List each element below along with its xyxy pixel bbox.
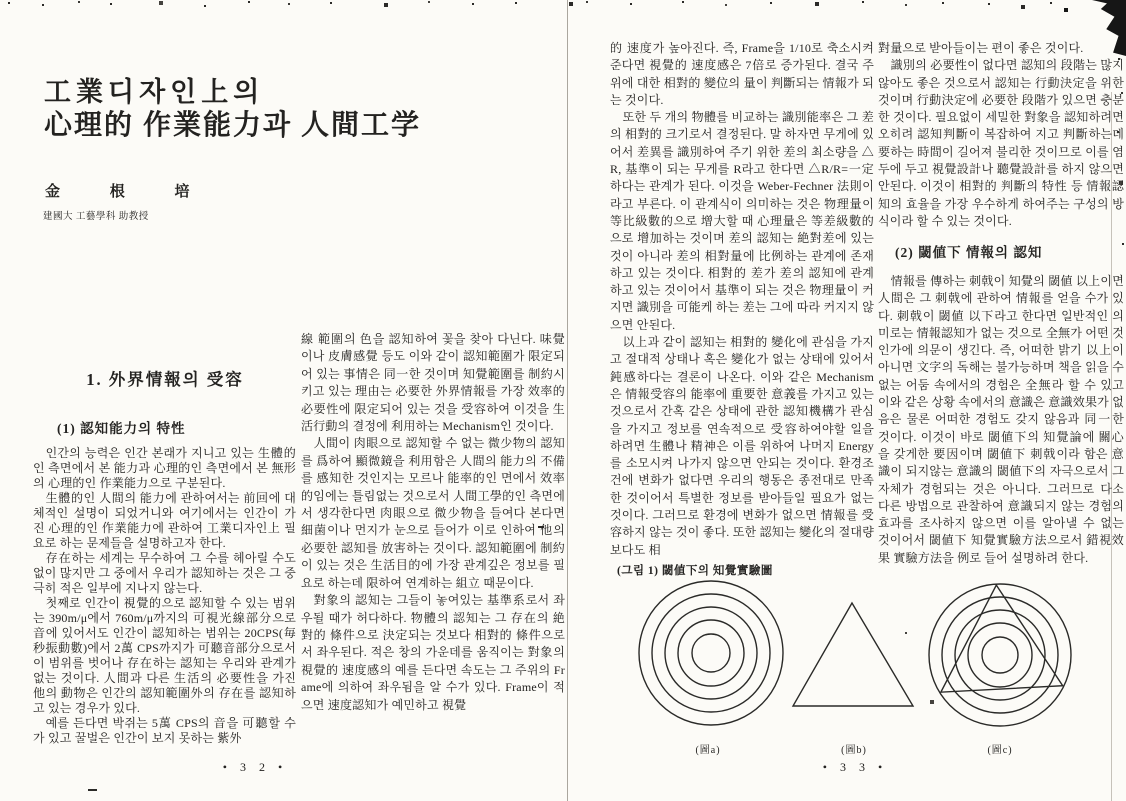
- body-paragraph: 인간의 능력은 인간 본래가 지니고 있는 生體的인 측면에서 본 能力과 心理的인 측면에서 본 無形의 心理的인 作業能力으로 구분된다.: [33, 446, 296, 490]
- right-page-column-2-top: [878, 40, 1124, 230]
- subsection-heading-2: (2) 閾値下 情報의 認知: [895, 245, 1043, 260]
- body-paragraph: 예를 든다면 박쥐는 5萬 CPS의 音을 可聽할 수가 있고 꿀벌은 인간이 보지 못하는 紫外: [33, 716, 296, 745]
- figure-caption: (그림 1) 閾値下의 知覺實驗圖: [617, 565, 773, 577]
- page-gutter-line: [567, 0, 568, 801]
- right-page-column-2-bottom: [878, 273, 1124, 567]
- diagram-a-concentric-circles: [637, 578, 785, 728]
- body-paragraph: 人間이 肉眼으로 認知할 수 없는 微少物의 認知를 爲하여 顯微鏡을 利用함은 人間의 能力의 不備를 感知한 것인지는 모르나 能率的인 면에서 效率的임에는 틀림없는 것으로서 人間工學的인 측면에서 생각한다면 肉眼으로 微少物을 들여다 본다면 細菌이나 먼지가 눈으로 들어가 이로 인하여 他의 必要한 認知를 放害하는 것이다. 認知範圍에 制約이 있는 것은 生活目的에 가장 관계깊은 정보를 필요로 하는데 限하여 연계하는 組立 때문이다.: [301, 436, 565, 590]
- page-number-left: • 3 2 •: [222, 760, 288, 774]
- body-paragraph: 또한 두 개의 物體를 비교하는 識別能率은 그 差의 相對的 크기로서 결정된다. 말 하자면 무게에 있어서 差異를 識別하여 주기 위한 差의 최소량을 △R, 基準이 되는 무게를 R라고 한다면 △R/R=一定하다는 관계가 된다. 이것을 Weber-Fechner 法則이라고 부른다. 이 관계식이 의미하는 것은 物理量이 等比級數的으로 增大할 때 心理量은 等差級數的으로 增加하는 것이며 差의 認知는 絶對差에 있는 것이 아니라 差의 相對量에 比例하는 관계에 존재하고 있는 것이다. 相對的 差가 差의 認知에 관계하고 있는 것이어서 基準이 되는 것은 物理量이 커지면 識別을 可能케 하는 差는 그에 따라 커지지 않으면 안된다.: [610, 110, 874, 332]
- figure-label-a: (圖a): [695, 745, 721, 756]
- diagram-b-triangle: [790, 598, 918, 710]
- body-paragraph: 存在하는 세계는 무수하여 그 수를 헤아릴 수도 없이 많지만 그 중에서 우리가 認知하는 것은 그 중 극히 적은 일부에 지나지 않는다.: [33, 551, 296, 595]
- body-paragraph: 線 範圍의 色을 認知하여 꽃을 찾아 다닌다. 味覺이나 皮膚感覺 등도 이와 같이 認知範圍가 限定되어 있는 事情은 同一한 것이며 知覺範圍를 制約시키고 있는 理由는 必要한 外界情報를 가장 效率的 必要性에 限定되어 있는 것을 受容하여 이것을 生活行動의 결정에 利用하는 Mechanism인 것이다.: [301, 332, 565, 434]
- article-title-line1: 工業디자인上의: [44, 77, 265, 107]
- body-paragraph: 的 速度가 높아진다. 즉, Frame을 1/10로 축소시켜 준다면 視覺的 速度感은 7倍로 증가된다. 결국 주위에 대한 相對的 變位의 量이 判斷되는 情報가 되는 것이다.: [610, 41, 874, 107]
- body-paragraph: 識別의 必要性이 없다면 認知의 段階는 많지 않아도 좋은 것으로서 認知는 行動決定을 위한 것이며 行動決定에 必要한 段階가 있으면 충분한 것이다. 필요없이 세밀한 對象을 認知하려면 오히려 認知判斷이 복잡하여 지고 判斷하는데 要하는 時間이 길어져 불리한 것이므로 이를 염두에 두고 視覺設計나 聽覺設計를 하지 않으면 안된다. 이것이 相對的 判斷의 特性 등 情報認知의 효율을 가장 우수하게 하여주는 구성의 방식이라 할 수 있는 것이다.: [878, 58, 1124, 228]
- right-page-column-1: [610, 40, 874, 559]
- body-paragraph: 情報를 傳하는 刺戟이 知覺의 閾値 以上이면 人間은 그 刺戟에 관하여 情報를 얻을 수가 있다. 刺戟이 閾値 以下라고 한다면 일반적인 의미로는 情報認知가 없는 것으로 全無가 어떤 것인가에 의문이 생긴다. 즉, 어떠한 밝기 以上이 아니면 文字의 독해는 불가능하며 책을 읽을 수 없는 어둠 속에서의 경험은 全無라 할 수 있고 이와 같은 상황 속에서의 意識은 意識效果가 없음은 물론 어떠한 경험도 갖지 않음과 同一한 것이다. 이것이 바로 閾値下의 知覺論에 關心을 갖게한 要因이며 閾値下 刺戟이라 함은 意識이 되지않는 意識의 閾値下의 자극으로서 그 자체가 경험되는 것은 아니다. 그러므로 다소 다른 방법으로 관찰하여 意識되지 않는 경험의 효과를 조사하지 않으면 이를 알아낼 수 없는 것이어서 閾値下 知覺實驗方法으로서 錯視效果 實驗方法을 例로 들어 설명하려 한다.: [878, 274, 1124, 565]
- author-affiliation: 建國大 工藝學科 助教授: [43, 212, 149, 222]
- left-page-column-2: [301, 331, 565, 714]
- page-number-right: • 3 3 •: [822, 760, 888, 774]
- left-page-column-1: [33, 446, 296, 746]
- diagram-c-circles-with-triangle: [927, 580, 1073, 730]
- figure-label-b: (圖b): [841, 745, 867, 756]
- author-name: 金 根 培: [45, 184, 190, 200]
- article-title-line2: 心理的 作業能力과 人間工学: [44, 110, 422, 141]
- body-paragraph: 對量으로 받아들이는 편이 좋은 것이다.: [878, 41, 1084, 55]
- body-paragraph: 生體的인 人間의 能力에 관하여서는 前回에 대체적인 설명이 되었거니와 여기에서는 인간이 가진 心理的인 作業能力에 관하여 工業디자인上 필요로 하는 문제들을 설명하고자 한다.: [33, 491, 296, 550]
- body-paragraph: 對象의 認知는 그들이 놓여있는 基準系로서 좌우될 때가 허다하다. 物體의 認知는 그 存在의 絶對的 條件으로 決定되는 것보다 相對的 條件으로서 좌우된다. 적은 창의 가운데를 움직이는 對象의 視覺的 速度感의 예를 든다면 속도는 그 주위의 Frame에 의하여 좌우됨을 알 수가 있다. Frame이 적으면 速度認知가 예민하고 視覺: [301, 593, 565, 712]
- body-paragraph: 以上과 같이 認知는 相對的 變化에 관심을 가지고 절대적 상태나 혹은 變化가 없는 상태에 있어서 鈍感하다는 결론이 나온다. 이와 같은 Mechanism은 情報受容의 能率에 重要한 意義를 가지고 있는 것으로서 간혹 같은 상태에 관한 認知機構가 관심을 가지고 정보를 연속적으로 受容하여야할 일을 하려면 生體나 精神은 이를 위하여 나머지 Energy를 소모시켜 나가지 않으면 안되는 것이다. 환경조건에 변화가 없다면 우리의 행동은 종전대로 만족한 것이어서 특별한 정보를 받아들일 필요가 없는 것이다. 그러므로 환경에 변화가 없으면 情報를 受容하지 않는 것이 좋다. 또한 認知는 變化의 절대량보다도 相: [610, 335, 874, 557]
- section-heading: 1. 外界情報의 受容: [86, 370, 244, 389]
- body-paragraph: 첫째로 인간이 視覺的으로 認知할 수 있는 범위는 390m/μ에서 760m/μ까지의 可視光線部分으로 音에 있어서도 인간이 認知하는 범위는 20CPS(毎秒振動數)에서 2萬 CPS까지가 可聽音部分으로서 이 범위를 벗어나 存在하는 認知는 우리와 관계가 없는 것이다. 人間과 다른 生活의 必要性을 가진 他의 動物은 인간의 認知範圍外의 存在를 認知하고 있는 경우가 있다.: [33, 596, 296, 715]
- scan-mark-bottom: [88, 789, 97, 791]
- subsection-heading-1: (1) 認知能力의 特性: [57, 421, 186, 436]
- figure-label-c: (圖c): [987, 745, 1013, 756]
